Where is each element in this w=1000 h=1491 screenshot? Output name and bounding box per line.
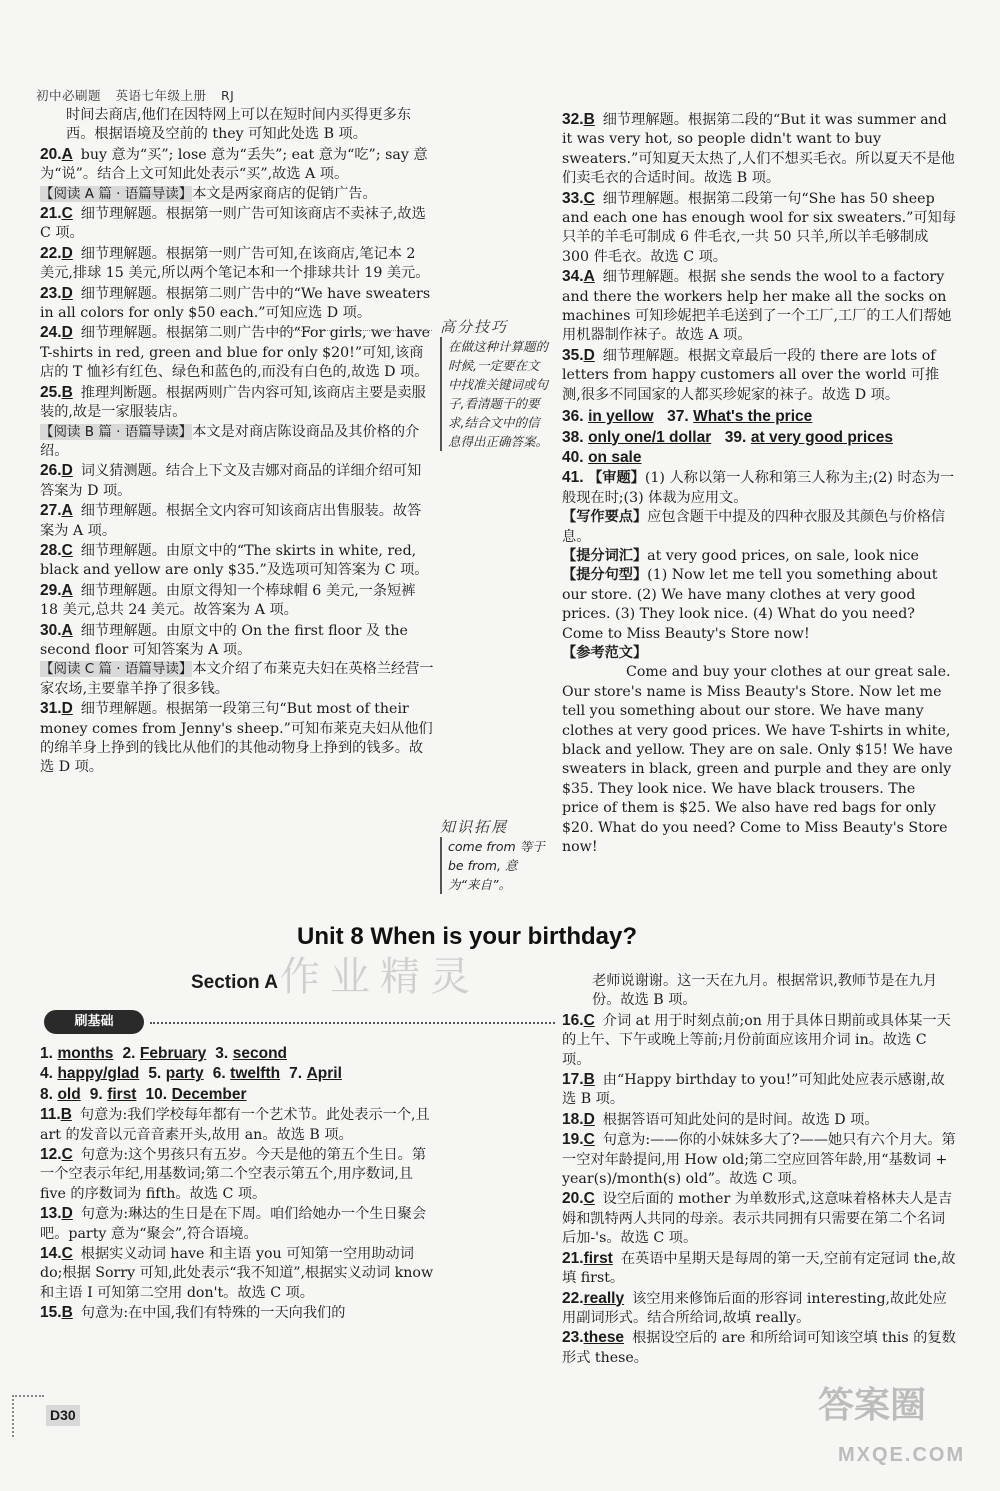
tips-sidebar <box>440 318 548 451</box>
answer-item-23b: 23.these 根据设空后的 are 和所给词可知该空填 this 的复数形式 these。 <box>562 1329 956 1366</box>
answer-item-17: 17.B 由“Happy birthday to you!”可知此处应表示感谢,故选 B 项。 <box>562 1071 945 1108</box>
page-number: D30 <box>46 1405 80 1426</box>
reading-guide-c: 【阅读 C 篇 · 语篇导读】本文介绍了布莱克夫妇在英格兰经营一家农场,主要靠羊挣了很多钱。 <box>40 661 434 697</box>
right-column <box>562 110 956 857</box>
left-column <box>40 106 434 778</box>
fill-answer-row-2: 38. only one/1 dollar 39. at very good prices <box>562 428 893 446</box>
site-url: MXQE.COM <box>838 1444 966 1466</box>
page-corner-dots <box>12 1395 44 1437</box>
answer-item-22b: 22.really 该空用来修饰后面的形容词 interesting,故此处应用副词形式。结合所给词,故填 really。 <box>562 1289 947 1326</box>
answer-item-15: 15.B 句意为:在中国,我们有特殊的一天向我们的 <box>40 1304 346 1322</box>
shenti-line: 41. 【审题】(1) 人称以第一人称和第三人称为主;(2) 时态为一般现在时;(3) 体裁为应用文。 <box>562 469 955 506</box>
watermark-text: 作业精灵 <box>280 954 480 1000</box>
reading-guide-b: 【阅读 B 篇 · 语篇导读】本文是对商店陈设商品及其价格的介绍。 <box>40 423 420 459</box>
answer-item-24: 24.D 细节理解题。根据第二则广告中的“For girls, we have T-shirts in red, green and blue for only $20!”可知,该商店的 T 恤衫有红色、绿色和蓝色的,而没有白色的,故选 D 项。 <box>40 324 431 381</box>
badge-divider <box>150 1022 555 1024</box>
answer-item-26: 26.D 词义猜测题。结合上下文及吉娜对商品的详细介绍可知答案为 D 项。 <box>40 462 422 499</box>
header-series: 初中必刷题 <box>36 88 102 103</box>
vocab-row-1: 1. months 2. February 3. second <box>40 1045 287 1062</box>
answer-item-30: 30.A 细节理解题。由原文中的 On the first floor 及 the second floor 可知答案为 A 项。 <box>40 621 408 658</box>
answer-item-19: 19.C 句意为:——你的小妹妹多大了?——她只有六个月大。第一空对年龄提问,用 How old;第二空应回答年龄,用“基数词 + year(s)/month(s) old”。故选 C 项。 <box>562 1131 956 1188</box>
continued-answer: 时间去商店,他们在因特网上可以在短时间内买得更多东西。根据语境及空前的 they 可知此处选 B 项。 <box>66 107 412 143</box>
site-logo: 答案圈 <box>818 1384 927 1425</box>
answer-item-29: 29.A 细节理解题。由原文得知一个棒球帽 6 美元,一条短裤 18 美元,总共 24 美元。故答案为 A 项。 <box>40 581 416 619</box>
sidebar-connector <box>272 330 432 331</box>
continued-answer-15: 老师说谢谢。这一天在九月。根据常识,教师节是在九月份。故选 B 项。 <box>592 973 938 1009</box>
answer-item-25: 25.B 推理判断题。根据两则广告内容可知,该商店主要是卖服装的,故是一家服装店。 <box>40 383 426 421</box>
answer-item-11: 11.B 句意为:我们学校每年都有一个艺术节。此处表示一个,且 art 的发音以元音音素开头,故用 an。故选 B 项。 <box>40 1106 430 1143</box>
cihui-line: 【提分词汇】at very good prices, on sale, look nice <box>562 547 919 564</box>
model-essay: Come and buy your clothes at our great sale. Our store's name is Miss Beauty's Store. Now let me tell you something about our store. We have many clothes at very good prices. We have T-shirts in white, black and yellow. They are on sale. Only $15! We have sweaters in black, green and purple and they are only $35. They look nice. We have black trousers. The price of them is $25. We also have red bags for only $20. What do you need? Come to Miss Beauty's Store now! <box>562 664 953 856</box>
tips-title: 高分技巧 <box>440 318 509 336</box>
reading-guide-a: 【阅读 A 篇 · 语篇导读】本文是两家商店的促销广告。 <box>40 185 377 202</box>
answer-item-14: 14.C 根据实义动词 have 和主语 you 可知第一空用助动词 do;根据 Sorry 可知,此处表示“我不知道”,根据实义动词 know 和主语 I 可知第二空用 don't。故选 C 项。 <box>40 1245 434 1301</box>
vocab-row-3: 8. old 9. first 10. December <box>40 1085 247 1103</box>
yaodian-line: 【写作要点】应包含题干中提及的四种衣服及其颜色与价格信息。 <box>562 509 946 545</box>
lower-left-column <box>40 1044 434 1324</box>
answer-item-13: 13.D 句意为:琳达的生日是在下周。咱们给她办一个生日聚会吧。party 意为“聚会”,符合语境。 <box>40 1205 427 1242</box>
fill-answer-row-1: 36. in yellow 37. What's the price <box>562 408 813 426</box>
knowledge-sidebar <box>440 818 548 894</box>
answer-item-23: 23.D 细节理解题。根据第二则广告中的“We have sweaters in all colors for only $50 each.”可知应选 D 项。 <box>40 284 431 322</box>
knowledge-text: come from 等于 be from, 意为“来自”。 <box>440 837 548 894</box>
header-edition: RJ <box>221 88 235 103</box>
tips-text: 在做这种计算题的时候,一定要在文中找准关键词或句子,看清题干的要求,结合文中的信息得出正确答案。 <box>440 337 548 451</box>
answer-item-34: 34.A 细节理解题。根据 she sends the wool to a factory and there the workers help her make all the socks on machines 可知珍妮把羊毛送到了一个工厂,工厂的工人们帮她用机器制作袜子。故选 A 项。 <box>562 268 952 344</box>
unit-title: Unit 8 When is your birthday? <box>297 923 638 950</box>
knowledge-title: 知识拓展 <box>440 818 509 836</box>
answer-item-20b: 20.C 设空后面的 mother 为单数形式,这意味着格林夫人是吉姆和凯特两人共同的母亲。表示共同拥有只需要在第二个名词后加-'s。故选 C 项。 <box>562 1190 953 1247</box>
answer-item-21: 21.C 细节理解题。根据第一则广告可知该商店不卖袜子,故选 C 项。 <box>40 205 426 242</box>
answer-item-31: 31.D 细节理解题。根据第一段第三句“But most of their money comes from Jenny's sheep.”可知布莱克夫妇从他们的绵羊身上挣到的钱比从他们的其他动物身上挣到的钱多。故选 D 项。 <box>40 700 433 776</box>
basics-badge: 刷基础 <box>44 1010 144 1034</box>
fill-answer-row-3: 40. on sale <box>562 448 642 466</box>
answer-item-22: 22.D 细节理解题。根据第一则广告可知,在该商店,笔记本 2 美元,排球 15 美元,所以两个笔记本和一个排球共计 19 美元。 <box>40 244 430 282</box>
section-title: Section A <box>191 972 278 993</box>
answer-item-28: 28.C 细节理解题。由原文中的“The skirts in white, red, black and yellow are only $35.”及选项可知答案为 C 项。 <box>40 541 429 579</box>
answer-item-27: 27.A 细节理解题。根据全文内容可知该商店出售服装。故答案为 A 项。 <box>40 502 422 539</box>
page-header <box>36 86 234 105</box>
header-subject: 英语七年级上册 <box>115 88 207 103</box>
juxing-line: 【提分句型】(1) Now let me tell you something about our store. (2) We have many clothes at very good prices. (3) They look nice. (4) What do you need? Come to Miss Beauty's Store now! <box>562 567 938 642</box>
writing-answer-41 <box>562 468 956 857</box>
answer-item-35: 35.D 细节理解题。根据文章最后一段的 there are lots of letters from happy customers all over the world 可推测,很多不同国家的人都买珍妮家的袜子。故选 D 项。 <box>562 346 940 403</box>
answer-item-12: 12.C 句意为:这个男孩只有五岁。今天是他的第五个生日。第一个空表示年纪,用基数词;第二个空表示第五个,用序数词,且 five 的序数词为 fifth。故选 C 项。 <box>40 1146 427 1202</box>
fanwen-tag: 【参考范文】 <box>562 644 648 661</box>
answer-item-18: 18.D 根据答语可知此处问的是时间。故选 D 项。 <box>562 1110 879 1128</box>
answer-item-16: 16.C 介词 at 用于时刻点前;on 用于具体日期前或具体某一天的上午、下午或晚上等前;月份前面应该用介词 in。故选 C 项。 <box>562 1011 951 1068</box>
answer-item-21b: 21.first 在英语中星期天是每周的第一天,空前有定冠词 the,故填 first。 <box>562 1249 956 1287</box>
vocab-row-2: 4. happy/glad 5. party 6. twelfth 7. April <box>40 1065 342 1083</box>
answer-item-32: 32.B 细节理解题。根据第二段的“But it was summer and it was very hot, so people didn't want to buy sweaters.”可知夏天太热了,人们不想买毛衣。所以夏天不是他们卖毛衣的合适时间。故选 B 项。 <box>562 111 955 187</box>
answer-item-20: 20.A buy 意为“买”; lose 意为“丢失”; eat 意为“吃”; say 意为“说”。结合上文可知此处表示“买”,故选 A 项。 <box>40 145 428 183</box>
lower-right-column <box>562 972 956 1368</box>
answer-item-33: 33.C 细节理解题。根据第二段第一句“She has 50 sheep and each one has enough wool for six sweaters.”可知每只羊的羊毛可制成 6 件毛衣,一共 50 只羊,所以羊毛够制成 300 件毛衣。故选 C 项。 <box>562 189 957 265</box>
